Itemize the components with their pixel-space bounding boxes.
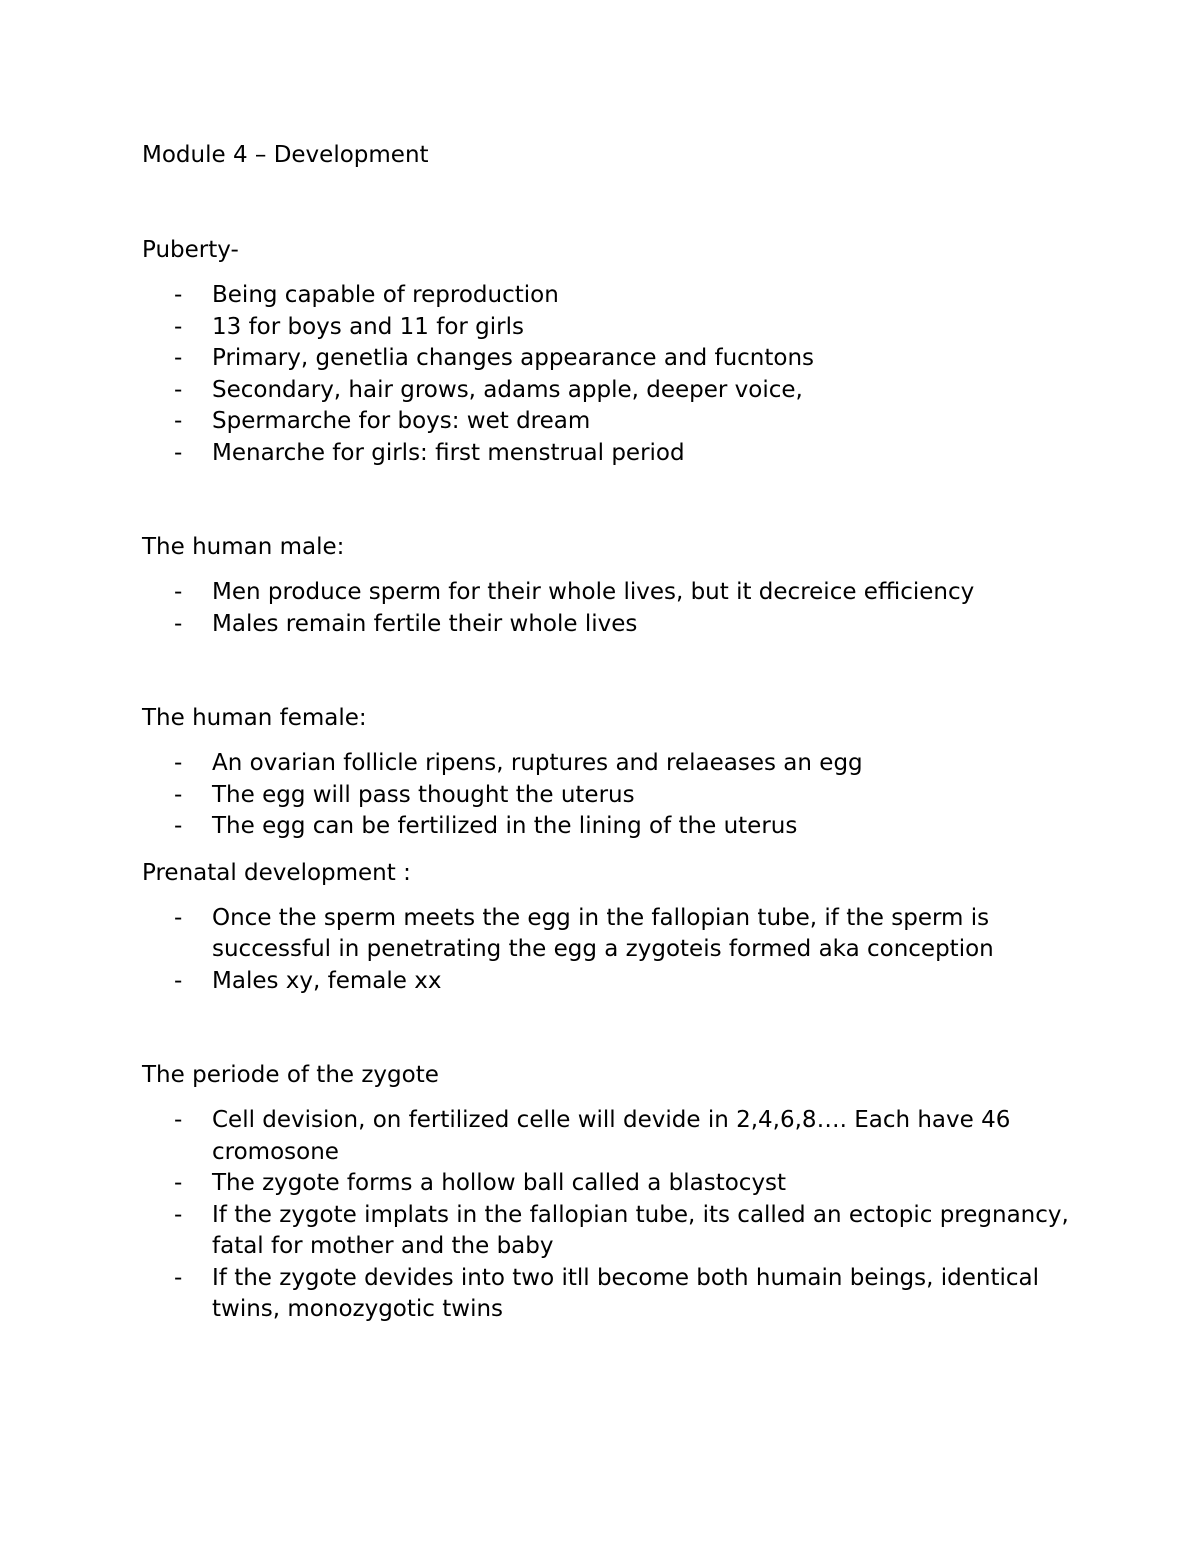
bullet-dash: - — [174, 439, 183, 466]
list-item — [142, 1105, 1082, 1168]
bullet-dash: - — [174, 610, 183, 637]
list-item-text: Men produce sperm for their whole lives, but it decreice efficiency — [212, 579, 975, 605]
list-item — [142, 780, 1082, 812]
section-human-female — [142, 702, 1082, 843]
bullet-dash: - — [174, 376, 183, 403]
bullet-dash: - — [174, 1107, 183, 1133]
list-item — [142, 1263, 1082, 1326]
bullet-dash: - — [174, 904, 183, 931]
list-item-text: An ovarian follicle ripens, ruptures and relaeases an egg — [212, 750, 863, 776]
list-item-text: Males xy, female xx — [212, 967, 442, 994]
bullet-dash: - — [174, 282, 183, 308]
bullet-dash: - — [174, 345, 183, 371]
document-page — [142, 139, 1082, 1326]
list-item — [142, 1168, 1082, 1200]
bullet-dash: - — [174, 1170, 183, 1196]
bullet-list — [142, 903, 1082, 998]
list-item — [142, 966, 1082, 998]
list-item-text: 13 for boys and 11 for girls — [212, 313, 525, 340]
list-item — [142, 748, 1082, 780]
bullet-dash: - — [174, 1264, 183, 1291]
section-heading: Prenatal development : — [142, 859, 411, 886]
section-human-male — [142, 531, 1082, 640]
list-item-text: The egg can be fertilized in the lining of the uterus — [212, 813, 798, 839]
bullet-list — [142, 280, 1082, 469]
section-prenatal-development — [142, 857, 1082, 998]
bullet-dash: - — [174, 408, 183, 434]
bullet-dash: - — [174, 313, 183, 340]
list-item-text: If the zygote devides into two itll become both humain beings, identical twins, monozygotic twins — [212, 1264, 1039, 1322]
list-item-text: Spermarche for boys: wet dream — [212, 408, 591, 434]
section-heading: The periode of the zygote — [142, 1062, 439, 1088]
bullet-dash: - — [174, 579, 183, 605]
section-heading: The human female: — [142, 705, 367, 731]
list-item-text: The egg will pass thought the uterus — [212, 781, 635, 808]
list-item-text: If the zygote implats in the fallopian tube, its called an ectopic pregnancy, fatal for mother and the baby — [212, 1201, 1069, 1259]
bullet-list — [142, 577, 1082, 640]
list-item — [142, 1200, 1082, 1263]
bullet-dash: - — [174, 967, 183, 994]
list-item — [142, 811, 1082, 843]
list-item — [142, 577, 1082, 609]
list-item-text: Secondary, hair grows, adams apple, deeper voice, — [212, 376, 803, 403]
list-item — [142, 312, 1082, 344]
list-item — [142, 375, 1082, 407]
list-item-text: Menarche for girls: first menstrual period — [212, 439, 685, 466]
bullet-dash: - — [174, 813, 183, 839]
list-item-text: Once the sperm meets the egg in the fallopian tube, if the sperm is successful in penetrating the egg a zygoteis formed aka conception — [212, 904, 994, 962]
list-item — [142, 406, 1082, 438]
list-item — [142, 438, 1082, 470]
list-item-text: Being capable of reproduction — [212, 282, 559, 308]
bullet-dash: - — [174, 781, 183, 808]
section-heading: Puberty- — [142, 237, 239, 263]
bullet-dash: - — [174, 1201, 183, 1228]
list-item-text: Cell devision, on fertilized celle will devide in 2,4,6,8…. Each have 46 cromosone — [212, 1107, 1011, 1165]
section-heading: The human male: — [142, 534, 345, 560]
list-item — [142, 903, 1082, 966]
document-title: Module 4 – Development — [142, 142, 429, 168]
list-item — [142, 609, 1082, 641]
section-puberty — [142, 234, 1082, 469]
list-item-text: The zygote forms a hollow ball called a blastocyst — [212, 1170, 787, 1196]
bullet-list — [142, 1105, 1082, 1326]
list-item — [142, 343, 1082, 375]
section-periode-of-zygote — [142, 1059, 1082, 1326]
list-item-text: Primary, genetlia changes appearance and fucntons — [212, 345, 815, 371]
bullet-dash: - — [174, 750, 183, 776]
list-item — [142, 280, 1082, 312]
bullet-list — [142, 748, 1082, 843]
list-item-text: Males remain fertile their whole lives — [212, 610, 638, 637]
